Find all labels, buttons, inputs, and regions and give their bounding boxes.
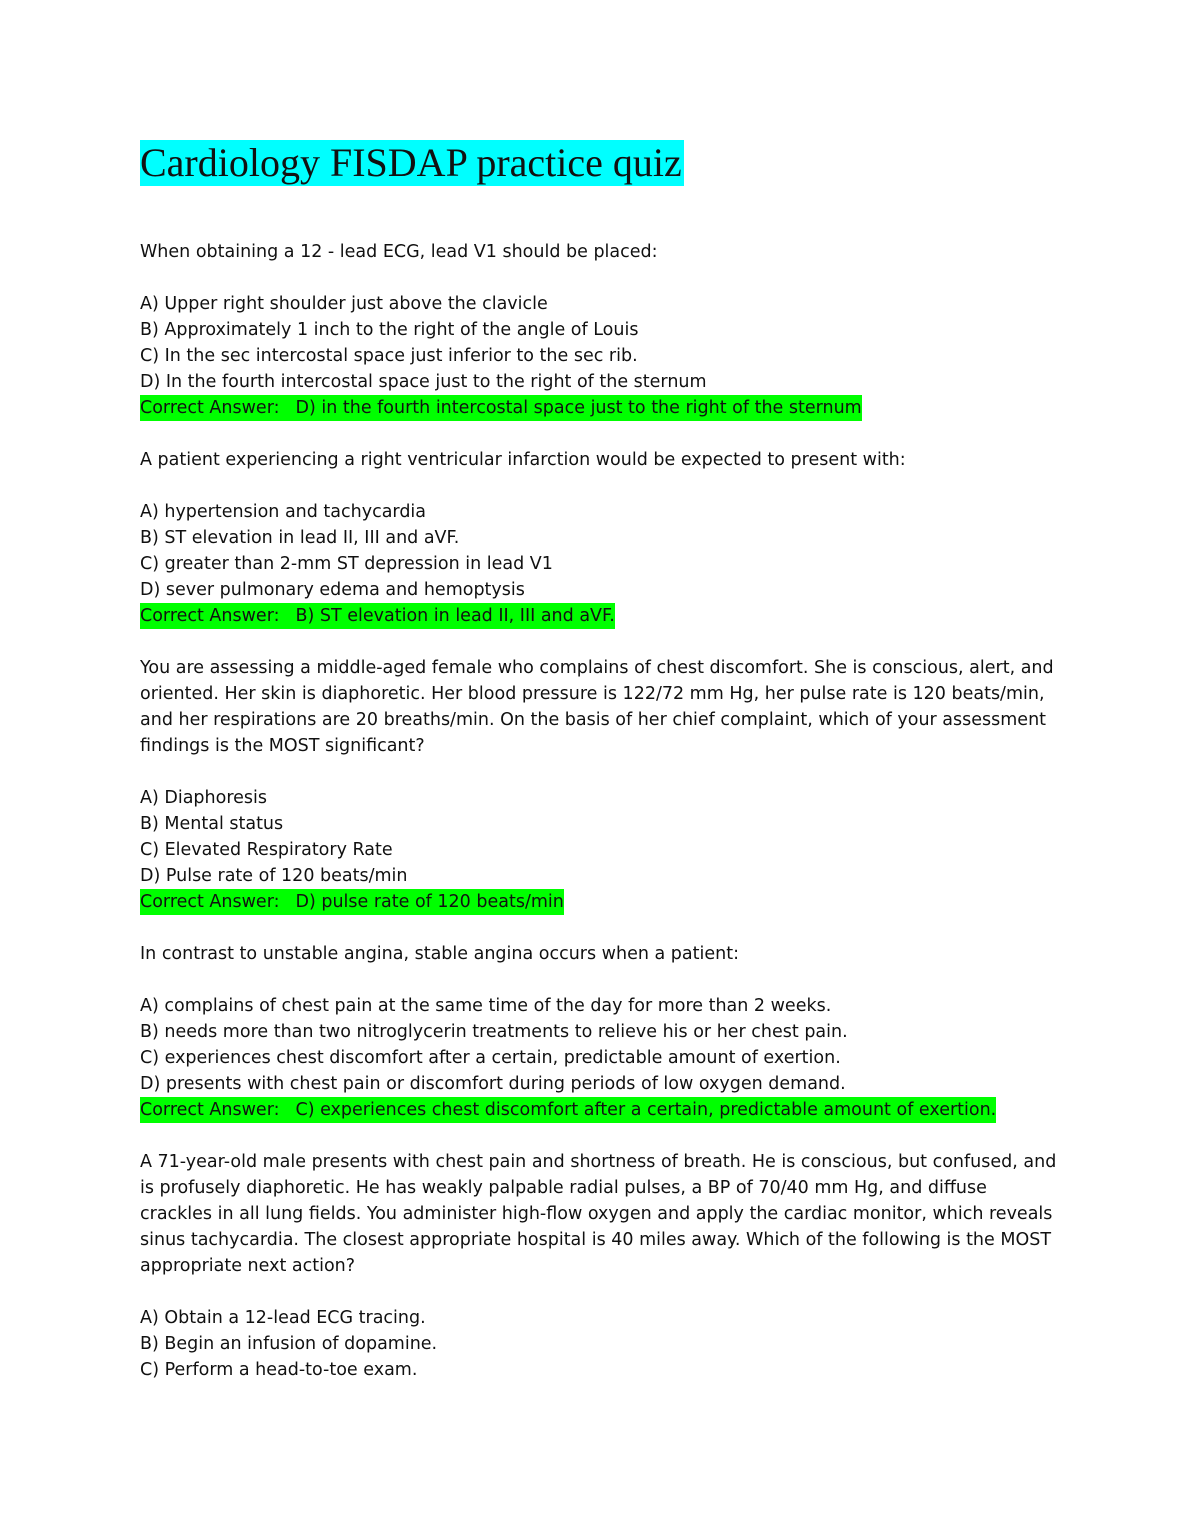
option-d: D) In the fourth intercostal space just to the right of the sternum	[140, 372, 707, 392]
option-b: B) Approximately 1 inch to the right of the angle of Louis	[140, 320, 639, 340]
question-block	[140, 447, 1060, 655]
question-block	[140, 655, 1060, 941]
question-block	[140, 1149, 1060, 1383]
option-b: B) Begin an infusion of dopamine.	[140, 1334, 438, 1354]
option-c: C) experiences chest discomfort after a certain, predictable amount of exertion.	[140, 1048, 841, 1068]
correct-answer	[140, 1097, 996, 1123]
options-list	[140, 1305, 1060, 1383]
correct-answer-text: C) experiences chest discomfort after a certain, predictable amount of exertion.	[295, 1100, 997, 1120]
options-list	[140, 993, 1060, 1097]
question-text: A patient experiencing a right ventricular infarction would be expected to present with:	[140, 450, 906, 470]
correct-answer-text: D) in the fourth intercostal space just to the right of the sternum	[295, 398, 862, 418]
question-text: You are assessing a middle-aged female who complains of chest discomfort. She is conscious, alert, and oriented. Her skin is diaphoretic. Her blood pressure is 122/72 mm Hg, her pulse rate is 120 beats/min, and her respirations are 20 breaths/min. On the basis of her chief complaint, which of your assessment findings is the MOST significant?	[140, 658, 1054, 756]
question-block	[140, 239, 1060, 447]
correct-answer-text: D) pulse rate of 120 beats/min	[295, 892, 564, 912]
correct-answer	[140, 603, 615, 629]
options-list	[140, 291, 1060, 395]
option-d: D) sever pulmonary edema and hemoptysis	[140, 580, 525, 600]
question-text: A 71-year-old male presents with chest pain and shortness of breath. He is conscious, but confused, and is profusely diaphoretic. He has weakly palpable radial pulses, a BP of 70/40 mm Hg, and diffuse crackles in all lung fields. You administer high-flow oxygen and apply the cardiac monitor, which reveals sinus tachycardia. The closest appropriate hospital is 40 miles away. Which of the following is the MOST appropriate next action?	[140, 1152, 1057, 1276]
options-list	[140, 499, 1060, 603]
option-c: C) Elevated Respiratory Rate	[140, 840, 393, 860]
question-text: In contrast to unstable angina, stable angina occurs when a patient:	[140, 944, 739, 964]
option-a: A) Upper right shoulder just above the clavicle	[140, 294, 548, 314]
option-b: B) ST elevation in lead II, III and aVF.	[140, 528, 460, 548]
option-c: C) greater than 2-mm ST depression in lead V1	[140, 554, 553, 574]
question-text: When obtaining a 12 - lead ECG, lead V1 should be placed:	[140, 242, 658, 262]
option-c: C) In the sec intercostal space just inferior to the sec rib.	[140, 346, 638, 366]
correct-answer-label: Correct Answer:	[140, 1100, 280, 1120]
correct-answer-label: Correct Answer:	[140, 606, 280, 626]
correct-answer-text: B) ST elevation in lead II, III and aVF.	[295, 606, 615, 626]
option-d: D) presents with chest pain or discomfort during periods of low oxygen demand.	[140, 1074, 846, 1094]
page-title: Cardiology FISDAP practice quiz	[140, 140, 682, 185]
option-c: C) Perform a head-to-toe exam.	[140, 1360, 418, 1380]
option-a: A) Obtain a 12-lead ECG tracing.	[140, 1308, 426, 1328]
correct-answer	[140, 395, 862, 421]
correct-answer	[140, 889, 564, 915]
document-content	[140, 140, 1060, 1383]
option-b: B) Mental status	[140, 814, 284, 834]
options-list	[140, 785, 1060, 889]
option-a: A) Diaphoresis	[140, 788, 268, 808]
correct-answer-label: Correct Answer:	[140, 398, 280, 418]
question-block	[140, 941, 1060, 1149]
option-b: B) needs more than two nitroglycerin treatments to relieve his or her chest pain.	[140, 1022, 848, 1042]
option-a: A) hypertension and tachycardia	[140, 502, 427, 522]
option-a: A) complains of chest pain at the same time of the day for more than 2 weeks.	[140, 996, 832, 1016]
option-d: D) Pulse rate of 120 beats/min	[140, 866, 408, 886]
correct-answer-label: Correct Answer:	[140, 892, 280, 912]
